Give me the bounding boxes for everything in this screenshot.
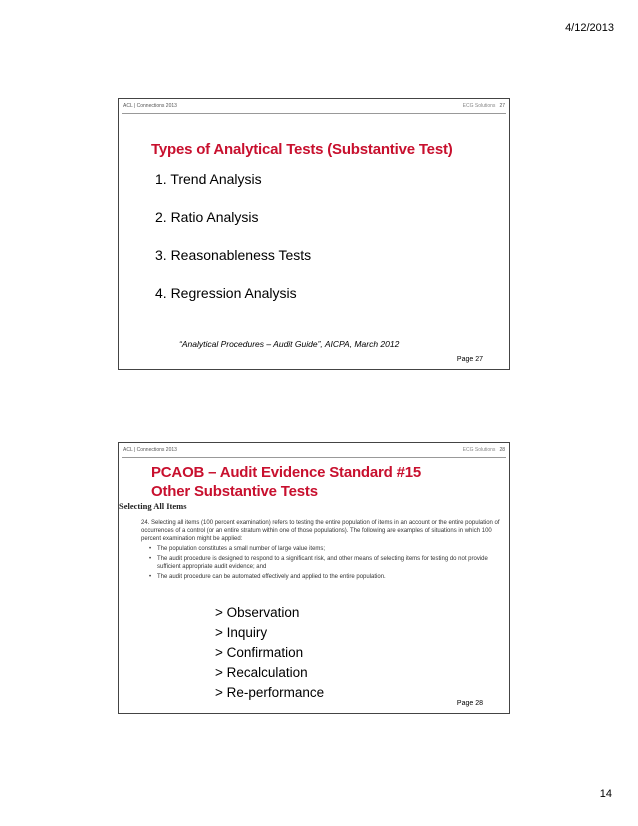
slide-title-line-2: Other Substantive Tests [151, 483, 318, 500]
excerpt-paragraph: 24. Selecting all items (100 percent examination) refers to testing the entire population of items in an account or the entire population of occurrences of a control (or an entire stratum within one of those populations). The following are examples of situations in which 100 percent examination might be applied: [141, 520, 500, 542]
slide-title-line-1: PCAOB – Audit Evidence Standard #15 [151, 464, 422, 481]
excerpt-heading: Selecting All Items [119, 501, 187, 511]
slide-header-number: 28 [499, 447, 505, 453]
list-item: > Confirmation [215, 645, 304, 660]
slide-header [123, 102, 505, 112]
citation: “Analytical Procedures – Audit Guide”, AICPA, March 2012 [179, 339, 400, 349]
analytical-tests-list [155, 171, 311, 323]
slide-header-right [463, 447, 505, 453]
list-item: 4. Regression Analysis [155, 285, 297, 301]
slide-header-number: 27 [499, 103, 505, 109]
header-divider [122, 113, 506, 114]
header-divider [122, 457, 506, 458]
slide-title [151, 463, 421, 501]
slide-28 [118, 442, 510, 714]
page-number: 14 [599, 788, 612, 800]
list-item: > Recalculation [215, 665, 308, 680]
substantive-tests-list [215, 603, 324, 703]
list-item: > Re-performance [215, 685, 325, 700]
slide-page-label: Page 28 [456, 700, 483, 707]
slide-page-label: Page 27 [456, 356, 483, 363]
excerpt-bullet: • The audit procedure is designed to respond to a significant risk, and other means of selecting items for testing do not provide sufficient appropriate audit evidence; and [157, 555, 507, 571]
slide-27 [118, 98, 510, 370]
slide-header-brand: ECG Solutions [462, 447, 496, 453]
page-date: 4/12/2013 [565, 22, 614, 34]
list-item: 3. Reasonableness Tests [155, 247, 312, 263]
excerpt-bullet: • The population constitutes a small number of large value items; [157, 545, 507, 553]
slide-header-left: ACL | Connections 2013 [123, 103, 177, 109]
slide-header [123, 446, 505, 456]
slide-header-left: ACL | Connections 2013 [123, 447, 177, 453]
slide-header-brand: ECG Solutions [462, 103, 496, 109]
list-item: 1. Trend Analysis [155, 171, 262, 187]
list-item: 2. Ratio Analysis [155, 209, 259, 225]
excerpt-bullets [157, 545, 507, 583]
list-item: > Inquiry [215, 625, 268, 640]
excerpt-bullet: • The audit procedure can be automated effectively and applied to the entire population. [157, 573, 507, 581]
list-item: > Observation [215, 605, 300, 620]
slide-title: Types of Analytical Tests (Substantive Test) [151, 141, 453, 158]
slide-header-right [463, 103, 505, 109]
